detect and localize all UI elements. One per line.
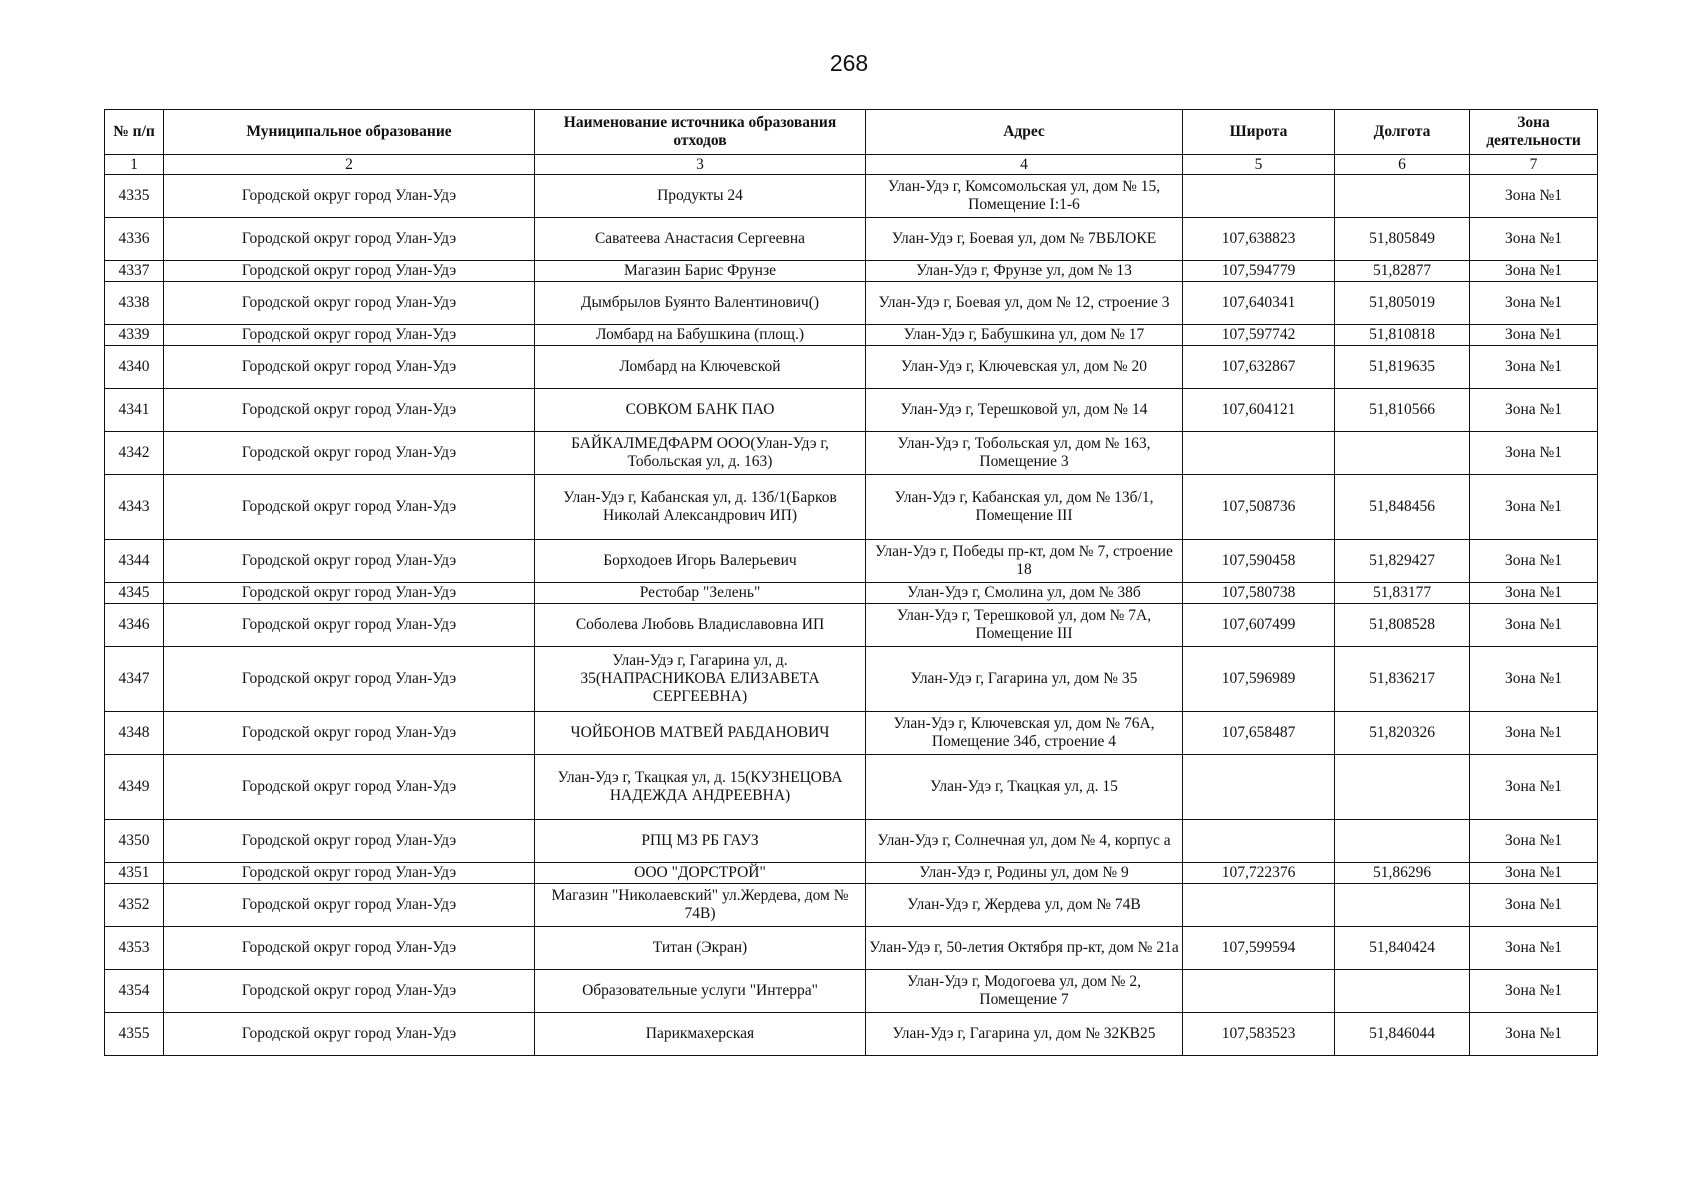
cell-source-name: СОВКОМ БАНК ПАО [535, 389, 866, 432]
cell-latitude [1183, 884, 1335, 927]
header-cell-number: № п/п [105, 110, 164, 155]
header-cell-municipality: Муниципальное образование [164, 110, 535, 155]
table-row [105, 1013, 1598, 1056]
table-row [105, 389, 1598, 432]
table-row [105, 604, 1598, 647]
cell-zone: Зона №1 [1470, 647, 1598, 712]
table-row [105, 927, 1598, 970]
cell-source-name: Соболева Любовь Владиславовна ИП [535, 604, 866, 647]
cell-latitude: 107,580738 [1183, 583, 1335, 604]
cell-address: Улан-Удэ г, Кабанская ул, дом № 13б/1, Помещение III [866, 475, 1183, 540]
cell-zone: Зона №1 [1470, 346, 1598, 389]
cell-municipality: Городской округ город Улан-Удэ [164, 927, 535, 970]
cell-source-name: Рестобар "Зелень" [535, 583, 866, 604]
cell-address: Улан-Удэ г, Ткацкая ул, д. 15 [866, 755, 1183, 820]
cell-latitude [1183, 175, 1335, 218]
cell-number: 4348 [105, 712, 164, 755]
cell-longitude [1335, 820, 1470, 863]
table-row [105, 475, 1598, 540]
cell-number: 4335 [105, 175, 164, 218]
cell-source-name: Улан-Удэ г, Кабанская ул, д. 13б/1(Барков Николай Александрович ИП) [535, 475, 866, 540]
cell-zone: Зона №1 [1470, 1013, 1598, 1056]
header-cell-address: Адрес [866, 110, 1183, 155]
cell-latitude: 107,638823 [1183, 218, 1335, 261]
cell-latitude: 107,604121 [1183, 389, 1335, 432]
header-cell-zone: Зона деятельности [1470, 110, 1598, 155]
cell-address: Улан-Удэ г, Ключевская ул, дом № 76А, Помещение 34б, строение 4 [866, 712, 1183, 755]
cell-longitude [1335, 755, 1470, 820]
cell-municipality: Городской округ город Улан-Удэ [164, 389, 535, 432]
table-row [105, 863, 1598, 884]
cell-number: 4353 [105, 927, 164, 970]
cell-zone: Зона №1 [1470, 325, 1598, 346]
cell-address: Улан-Удэ г, Победы пр-кт, дом № 7, строение 18 [866, 540, 1183, 583]
cell-zone: Зона №1 [1470, 389, 1598, 432]
header-cell-source-name: Наименование источника образования отходов [535, 110, 866, 155]
column-number: 3 [535, 155, 866, 175]
cell-longitude: 51,82877 [1335, 261, 1470, 282]
cell-municipality: Городской округ город Улан-Удэ [164, 432, 535, 475]
cell-longitude [1335, 432, 1470, 475]
cell-source-name: Магазин "Николаевский" ул.Жердева, дом № 74В) [535, 884, 866, 927]
cell-municipality: Городской округ город Улан-Удэ [164, 346, 535, 389]
cell-zone: Зона №1 [1470, 583, 1598, 604]
cell-source-name: Саватеева Анастасия Сергеевна [535, 218, 866, 261]
cell-latitude: 107,594779 [1183, 261, 1335, 282]
cell-source-name: БАЙКАЛМЕДФАРМ ООО(Улан-Удэ г, Тобольская ул, д. 163) [535, 432, 866, 475]
cell-address: Улан-Удэ г, 50-летия Октября пр-кт, дом № 21а [866, 927, 1183, 970]
cell-address: Улан-Удэ г, Терешковой ул, дом № 14 [866, 389, 1183, 432]
table-row [105, 583, 1598, 604]
cell-municipality: Городской округ город Улан-Удэ [164, 261, 535, 282]
cell-address: Улан-Удэ г, Смолина ул, дом № 38б [866, 583, 1183, 604]
table-row [105, 325, 1598, 346]
cell-number: 4346 [105, 604, 164, 647]
cell-address: Улан-Удэ г, Бабушкина ул, дом № 17 [866, 325, 1183, 346]
cell-address: Улан-Удэ г, Комсомольская ул, дом № 15, Помещение I:1-6 [866, 175, 1183, 218]
cell-longitude: 51,846044 [1335, 1013, 1470, 1056]
cell-number: 4345 [105, 583, 164, 604]
cell-longitude: 51,829427 [1335, 540, 1470, 583]
cell-municipality: Городской округ город Улан-Удэ [164, 755, 535, 820]
table-row [105, 218, 1598, 261]
cell-address: Улан-Удэ г, Тобольская ул, дом № 163, Помещение 3 [866, 432, 1183, 475]
table-row [105, 755, 1598, 820]
cell-source-name: РПЦ МЗ РБ ГАУЗ [535, 820, 866, 863]
column-number: 1 [105, 155, 164, 175]
cell-number: 4337 [105, 261, 164, 282]
cell-number: 4339 [105, 325, 164, 346]
cell-longitude: 51,810818 [1335, 325, 1470, 346]
cell-latitude [1183, 755, 1335, 820]
cell-source-name: ЧОЙБОНОВ МАТВЕЙ РАБДАНОВИЧ [535, 712, 866, 755]
cell-zone: Зона №1 [1470, 604, 1598, 647]
table-row [105, 970, 1598, 1013]
column-number: 2 [164, 155, 535, 175]
cell-zone: Зона №1 [1470, 282, 1598, 325]
table-row [105, 432, 1598, 475]
cell-address: Улан-Удэ г, Модогоева ул, дом № 2, Помещение 7 [866, 970, 1183, 1013]
cell-latitude: 107,722376 [1183, 863, 1335, 884]
table-row [105, 261, 1598, 282]
cell-zone: Зона №1 [1470, 261, 1598, 282]
table-row [105, 540, 1598, 583]
cell-number: 4349 [105, 755, 164, 820]
cell-zone: Зона №1 [1470, 820, 1598, 863]
cell-latitude: 107,658487 [1183, 712, 1335, 755]
cell-latitude: 107,596989 [1183, 647, 1335, 712]
cell-longitude: 51,820326 [1335, 712, 1470, 755]
cell-zone: Зона №1 [1470, 175, 1598, 218]
cell-source-name: Продукты 24 [535, 175, 866, 218]
cell-address: Улан-Удэ г, Гагарина ул, дом № 32КВ25 [866, 1013, 1183, 1056]
cell-latitude [1183, 970, 1335, 1013]
cell-number: 4350 [105, 820, 164, 863]
cell-municipality: Городской округ город Улан-Удэ [164, 820, 535, 863]
cell-longitude: 51,805849 [1335, 218, 1470, 261]
cell-source-name: Образовательные услуги "Интерра" [535, 970, 866, 1013]
cell-municipality: Городской округ город Улан-Удэ [164, 1013, 535, 1056]
cell-zone: Зона №1 [1470, 218, 1598, 261]
cell-number: 4347 [105, 647, 164, 712]
cell-address: Улан-Удэ г, Фрунзе ул, дом № 13 [866, 261, 1183, 282]
table-row [105, 346, 1598, 389]
cell-number: 4355 [105, 1013, 164, 1056]
column-number: 4 [866, 155, 1183, 175]
cell-number: 4352 [105, 884, 164, 927]
header-cell-longitude: Долгота [1335, 110, 1470, 155]
table-row [105, 820, 1598, 863]
cell-longitude [1335, 175, 1470, 218]
cell-source-name: Магазин Барис Фрунзе [535, 261, 866, 282]
cell-zone: Зона №1 [1470, 970, 1598, 1013]
column-number: 6 [1335, 155, 1470, 175]
cell-source-name: ООО "ДОРСТРОЙ" [535, 863, 866, 884]
cell-address: Улан-Удэ г, Солнечная ул, дом № 4, корпус а [866, 820, 1183, 863]
cell-source-name: Титан (Экран) [535, 927, 866, 970]
cell-municipality: Городской округ город Улан-Удэ [164, 604, 535, 647]
cell-longitude: 51,805019 [1335, 282, 1470, 325]
cell-longitude: 51,840424 [1335, 927, 1470, 970]
cell-latitude [1183, 820, 1335, 863]
column-number: 7 [1470, 155, 1598, 175]
cell-longitude: 51,819635 [1335, 346, 1470, 389]
cell-zone: Зона №1 [1470, 540, 1598, 583]
cell-municipality: Городской округ город Улан-Удэ [164, 647, 535, 712]
cell-number: 4354 [105, 970, 164, 1013]
cell-municipality: Городской округ город Улан-Удэ [164, 712, 535, 755]
cell-source-name: Дымбрылов Буянто Валентинович() [535, 282, 866, 325]
cell-zone: Зона №1 [1470, 712, 1598, 755]
cell-latitude: 107,583523 [1183, 1013, 1335, 1056]
cell-source-name: Ломбард на Бабушкина (площ.) [535, 325, 866, 346]
cell-municipality: Городской округ город Улан-Удэ [164, 863, 535, 884]
cell-address: Улан-Удэ г, Терешковой ул, дом № 7А, Помещение III [866, 604, 1183, 647]
cell-number: 4351 [105, 863, 164, 884]
cell-address: Улан-Удэ г, Ключевская ул, дом № 20 [866, 346, 1183, 389]
cell-municipality: Городской округ город Улан-Удэ [164, 970, 535, 1013]
cell-longitude: 51,83177 [1335, 583, 1470, 604]
header-cell-latitude: Широта [1183, 110, 1335, 155]
cell-longitude: 51,86296 [1335, 863, 1470, 884]
cell-number: 4341 [105, 389, 164, 432]
cell-latitude: 107,640341 [1183, 282, 1335, 325]
cell-address: Улан-Удэ г, Гагарина ул, дом № 35 [866, 647, 1183, 712]
cell-zone: Зона №1 [1470, 884, 1598, 927]
cell-longitude: 51,810566 [1335, 389, 1470, 432]
table-row [105, 282, 1598, 325]
cell-longitude: 51,848456 [1335, 475, 1470, 540]
cell-source-name: Ломбард на Ключевской [535, 346, 866, 389]
cell-longitude: 51,836217 [1335, 647, 1470, 712]
cell-zone: Зона №1 [1470, 863, 1598, 884]
column-number-row [105, 155, 1598, 175]
cell-source-name: Улан-Удэ г, Гагарина ул, д. 35(НАПРАСНИКОВА ЕЛИЗАВЕТА СЕРГЕЕВНА) [535, 647, 866, 712]
cell-latitude: 107,599594 [1183, 927, 1335, 970]
cell-number: 4342 [105, 432, 164, 475]
cell-latitude: 107,590458 [1183, 540, 1335, 583]
table-row [105, 884, 1598, 927]
page-number: 268 [829, 50, 869, 76]
table-row [105, 712, 1598, 755]
cell-municipality: Городской округ город Улан-Удэ [164, 884, 535, 927]
cell-latitude: 107,508736 [1183, 475, 1335, 540]
cell-municipality: Городской округ город Улан-Удэ [164, 175, 535, 218]
cell-number: 4343 [105, 475, 164, 540]
cell-longitude: 51,808528 [1335, 604, 1470, 647]
cell-address: Улан-Удэ г, Жердева ул, дом № 74В [866, 884, 1183, 927]
cell-zone: Зона №1 [1470, 432, 1598, 475]
cell-municipality: Городской округ город Улан-Удэ [164, 218, 535, 261]
cell-number: 4336 [105, 218, 164, 261]
cell-source-name: Улан-Удэ г, Ткацкая ул, д. 15(КУЗНЕЦОВА НАДЕЖДА АНДРЕЕВНА) [535, 755, 866, 820]
cell-address: Улан-Удэ г, Родины ул, дом № 9 [866, 863, 1183, 884]
cell-number: 4338 [105, 282, 164, 325]
cell-latitude: 107,597742 [1183, 325, 1335, 346]
cell-longitude [1335, 884, 1470, 927]
cell-source-name: Парикмахерская [535, 1013, 866, 1056]
table-row [105, 647, 1598, 712]
header-row [105, 110, 1598, 155]
waste-sources-table [104, 109, 1598, 1056]
cell-latitude: 107,632867 [1183, 346, 1335, 389]
cell-number: 4340 [105, 346, 164, 389]
cell-municipality: Городской округ город Улан-Удэ [164, 540, 535, 583]
column-number: 5 [1183, 155, 1335, 175]
cell-municipality: Городской округ город Улан-Удэ [164, 282, 535, 325]
cell-municipality: Городской округ город Улан-Удэ [164, 583, 535, 604]
cell-address: Улан-Удэ г, Боевая ул, дом № 7ВБЛОКЕ [866, 218, 1183, 261]
cell-latitude: 107,607499 [1183, 604, 1335, 647]
cell-zone: Зона №1 [1470, 755, 1598, 820]
cell-longitude [1335, 970, 1470, 1013]
cell-zone: Зона №1 [1470, 475, 1598, 540]
cell-zone: Зона №1 [1470, 927, 1598, 970]
cell-number: 4344 [105, 540, 164, 583]
cell-municipality: Городской округ город Улан-Удэ [164, 325, 535, 346]
cell-address: Улан-Удэ г, Боевая ул, дом № 12, строение 3 [866, 282, 1183, 325]
table-row [105, 175, 1598, 218]
cell-municipality: Городской округ город Улан-Удэ [164, 475, 535, 540]
cell-source-name: Борходоев Игорь Валерьевич [535, 540, 866, 583]
cell-latitude [1183, 432, 1335, 475]
